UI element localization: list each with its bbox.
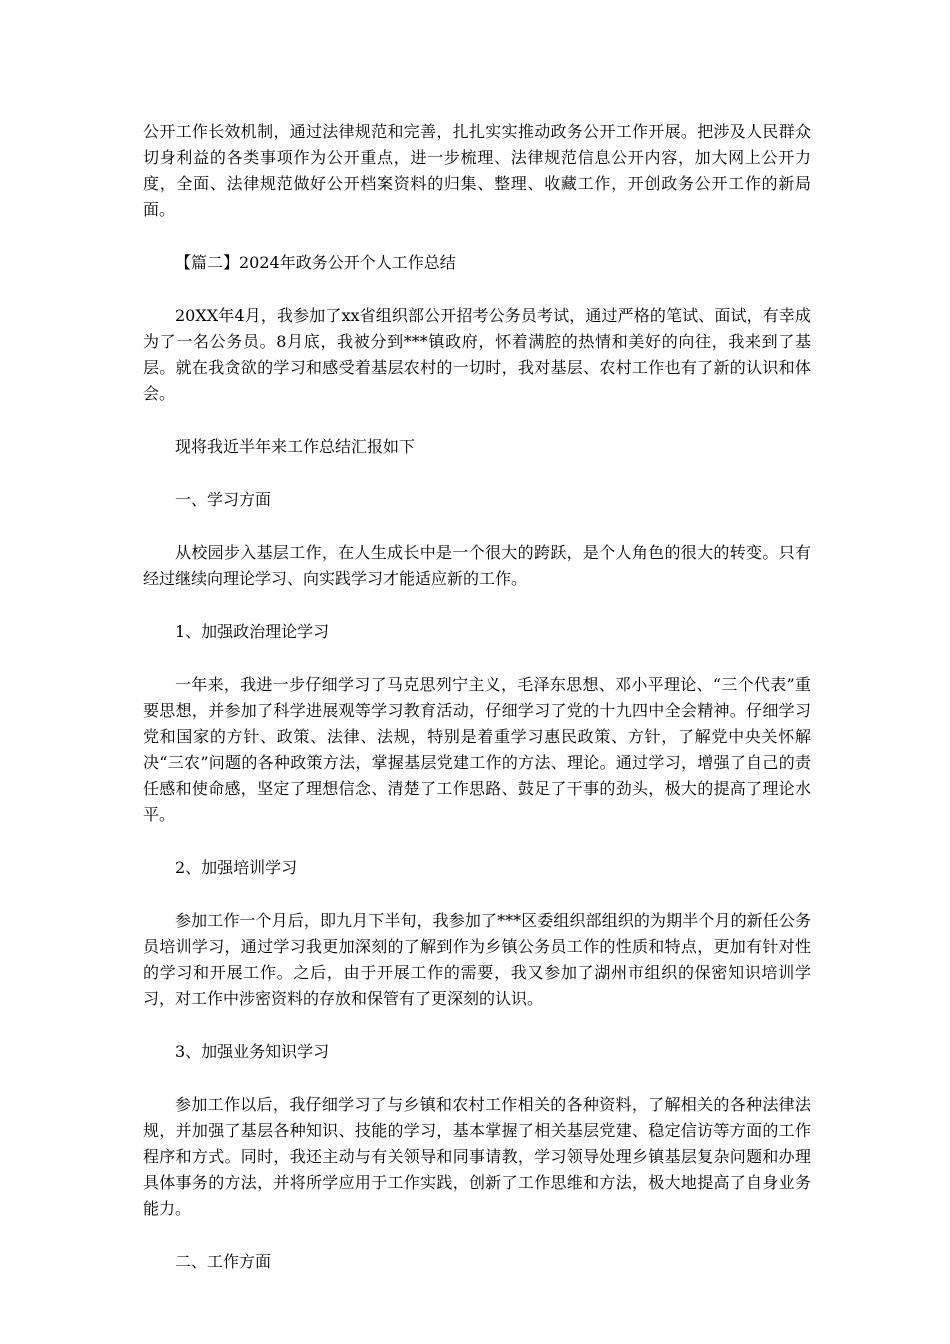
- paragraph-training: 参加工作一个月后，即九月下半旬，我参加了***区委组织部组织的为期半个月的新任公务员培训学习，通过学习我更加深刻的了解到作为乡镇公务员工作的性质和特点，更加有针对性的学习和开展工作。之后，由于开展工作的需要，我又参加了湖州市组织的保密知识培训学习，对工作中涉密资料的存放和保管有了更深刻的认识。: [143, 911, 811, 1008]
- paragraph-political-theory: 一年来，我进一步仔细学习了马克思列宁主义，毛泽东思想、邓小平理论、“三个代表”重要思想，并参加了科学进展观等学习教育活动，仔细学习了党的十九四中全会精神。仔细学习党和国家的方针、政策、法律、法规，特别是着重学习惠民政策、方针，了解党中央关怀解决“三农”问题的各种政策方法，掌握基层党建工作的方法、理论。通过学习，增强了自己的责任感和使命感，坚定了理想信念、清楚了工作思路、鼓足了干事的劲头，极大的提高了理论水平。: [143, 675, 811, 824]
- paragraph-summary-lead: 现将我近半年来工作总结汇报如下: [175, 437, 416, 456]
- subheading-training: 2、加强培训学习: [175, 858, 298, 877]
- section-heading-part-two: 【篇二】2024年政务公开个人工作总结: [175, 253, 456, 272]
- paragraph-intro: 20XX年4月，我参加了xx省组织部公开招考公务员考试，通过严格的笔试、面试，有幸成为了一名公务员。8月底，我被分到***镇政府，怀着满腔的热情和美好的向往，我来到了基层。就在我贪欲的学习和感受着基层农村的一切时，我对基层、农村工作也有了新的认识和体会。: [143, 306, 811, 403]
- heading-work: 二、工作方面: [175, 1252, 272, 1271]
- heading-study: 一、学习方面: [175, 490, 272, 509]
- subheading-political-theory: 1、加强政治理论学习: [175, 622, 330, 641]
- document-body: [143, 119, 811, 1302]
- paragraph-continuation: 公开工作长效机制，通过法律规范和完善，扎扎实实推动政务公开工作开展。把涉及人民群众切身利益的各类事项作为公开重点，进一步梳理、法律规范信息公开内容，加大网上公开力度，全面、法律规范做好公开档案资料的归集、整理、收藏工作，开创政务公开工作的新局面。: [143, 122, 811, 219]
- paragraph-business-knowledge: 参加工作以后，我仔细学习了与乡镇和农村工作相关的各种资料，了解相关的各种法律法规，并加强了基层各种知识、技能的学习，基本掌握了相关基层党建、稳定信访等方面的工作程序和方式。同时，我还主动与有关领导和同事请教，学习领导处理乡镇基层复杂问题和办理具体事务的方法，并将所学应用于工作实践，创新了工作思维和方法，极大地提高了自身业务能力。: [143, 1095, 811, 1218]
- paragraph-study: 从校园步入基层工作，在人生成长中是一个很大的跨跃，是个人角色的很大的转变。只有经过继续向理论学习、向实践学习才能适应新的工作。: [143, 543, 811, 588]
- subheading-business-knowledge: 3、加强业务知识学习: [175, 1042, 330, 1061]
